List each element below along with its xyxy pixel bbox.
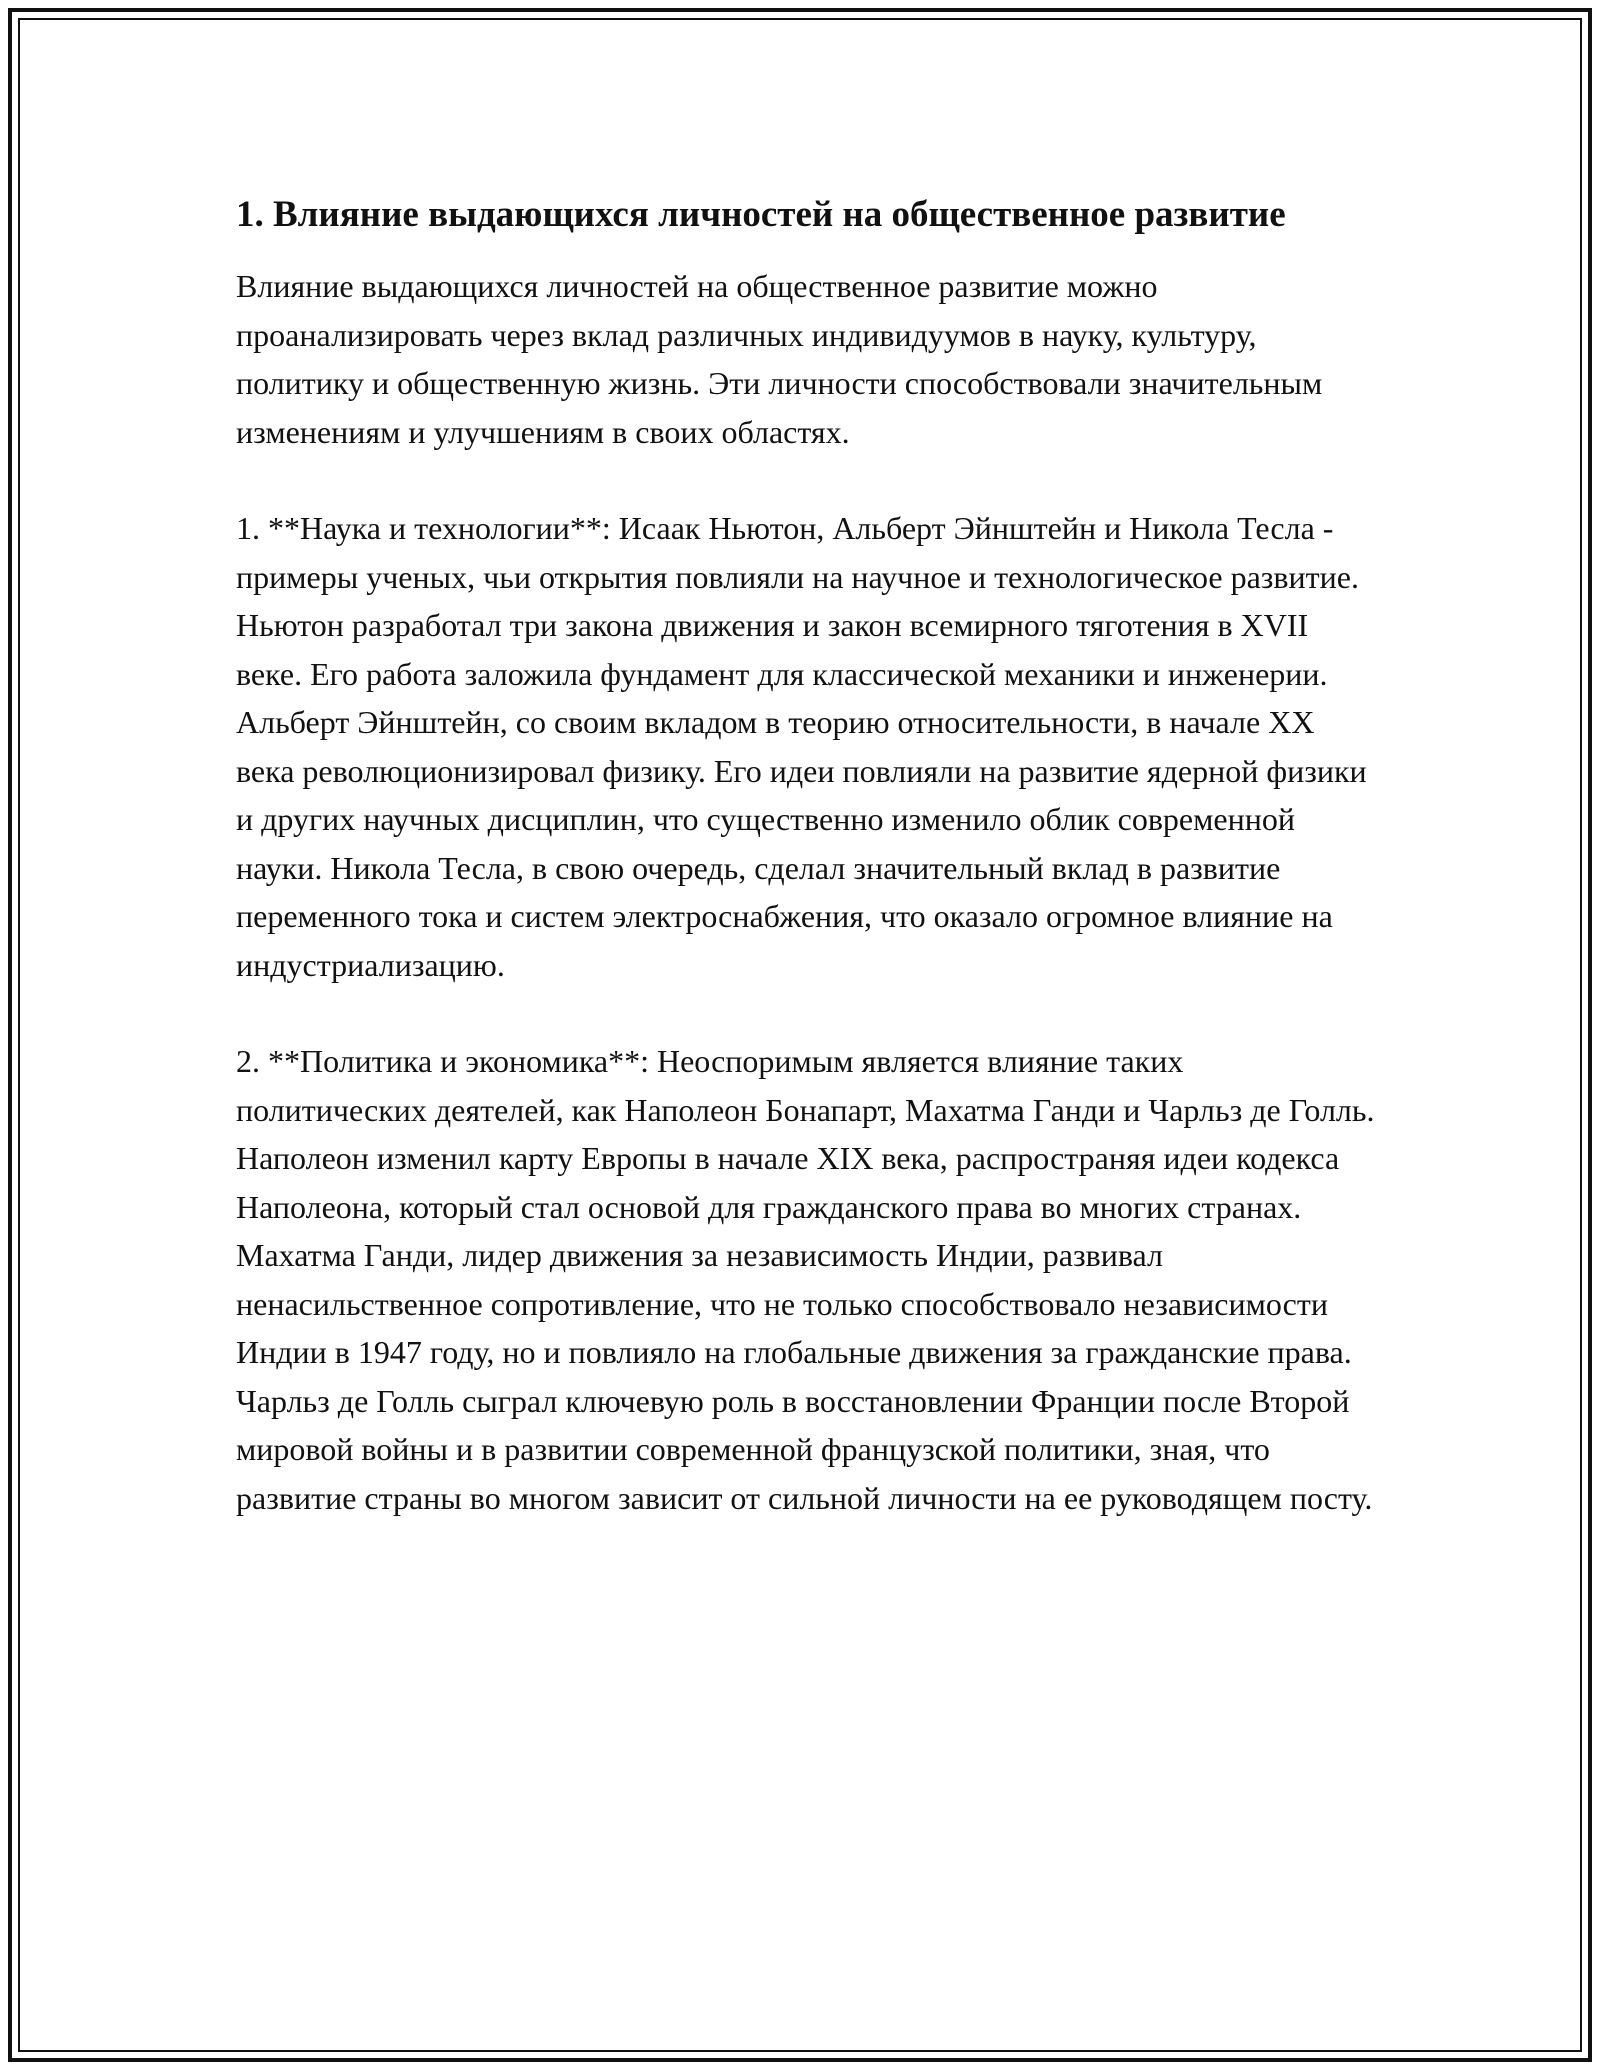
intro-paragraph: Влияние выдающихся личностей на общественное развитие можно проанализировать через вклад различных индивидуумов в науку, культуру, политику и общественную жизнь. Эти личности способствовали значительным изменениям и улучшениям в своих областях. [236,268,1323,450]
science-paragraph: 1. **Наука и технологии**: Исаак Ньютон, Альберт Эйнштейн и Никола Тесла - примеры ученых, чьи открытия повлияли на научное и технологическое развитие. Ньютон разработал три закона движения и закон всемирного тяготения в XVII веке. Его работа заложила фундамент для классической механики и инженерии. Альберт Эйнштейн, со своим вкладом в теорию относительности, в начале XX века революционизировал физику. Его идеи повлияли на развитие ядерной физики и других научных дисциплин, что существенно изменило облик современной науки. Никола Тесла, в свою очередь, сделал значительный вклад в развитие переменного тока и систем электроснабжения, что оказало огромное влияние на индустриализацию. [236,510,1367,983]
section-heading: 1. Влияние выдающихся личностей на общественное развитие [236,194,1286,235]
document-body [236,186,1376,1570]
politics-paragraph: 2. **Политика и экономика**: Неоспоримым является влияние таких политических деятелей, как Наполеон Бонапарт, Махатма Ганди и Чарльз де Голль. Наполеон изменил карту Европы в начале XIX века, распространяя идеи кодекса Наполеона, который стал основой для гражданского права во многих странах. Махатма Ганди, лидер движения за независимость Индии, развивал ненасильственное сопротивление, что не только способствовало независимости Индии в 1947 году, но и повлияло на глобальные движения за гражданские права. Чарльз де Голль сыграл ключевую роль в восстановлении Франции после Второй мировой войны и в развитии современной французской политики, зная, что развитие страны во многом зависит от сильной личности на ее руководящем посту. [236,1043,1375,1516]
